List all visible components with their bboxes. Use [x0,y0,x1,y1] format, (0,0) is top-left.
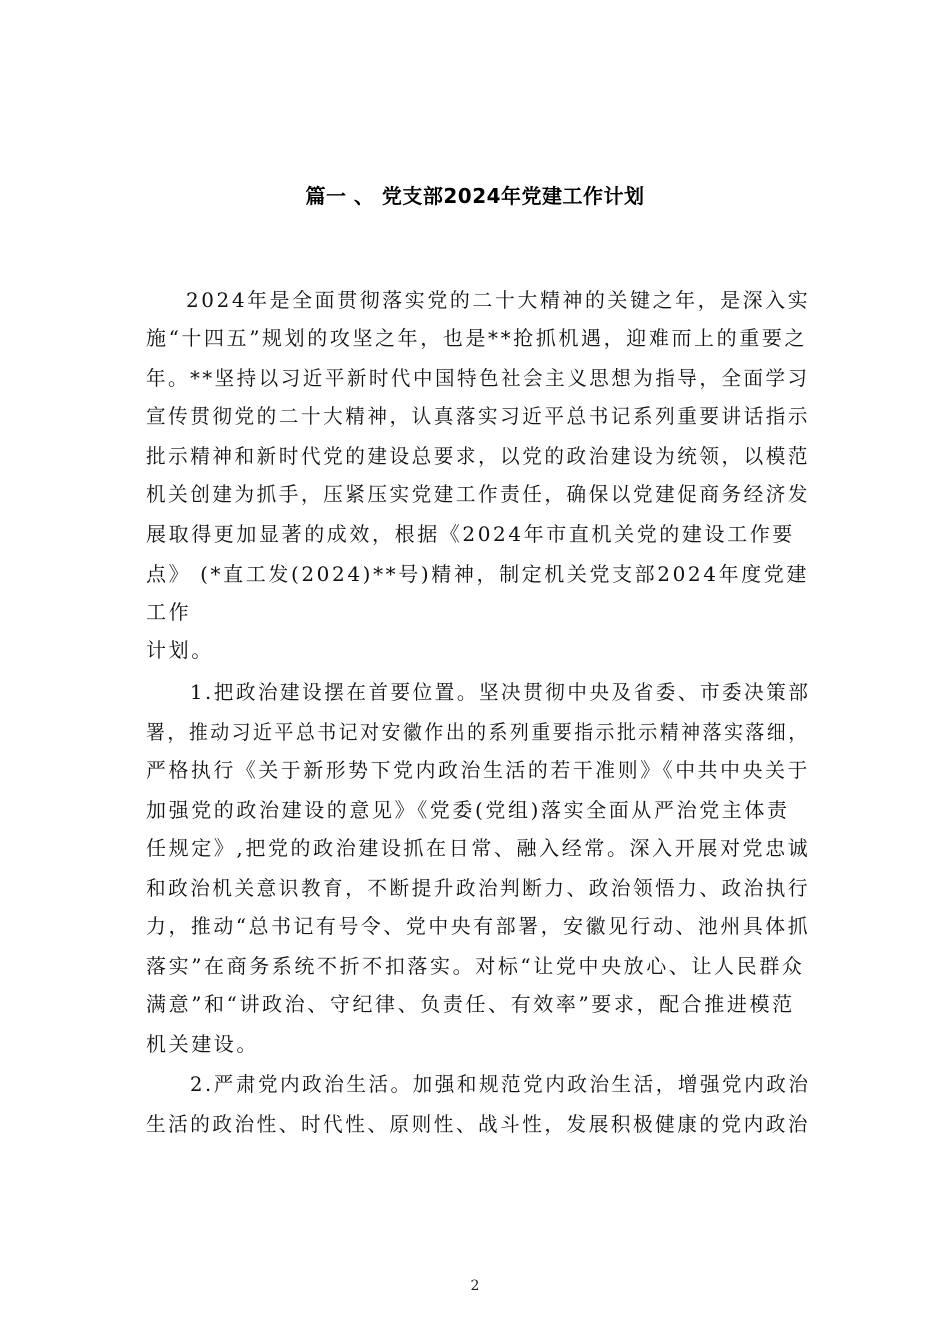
page-number: 2 [470,1278,480,1294]
paragraph-line: 工作 [146,600,192,624]
paragraph-line: 点》 (*直工发(2024)**号)精神，制定机关党支部2024年度党建 [146,562,809,586]
paragraph-line: 加强党的政治建设的意见》《党委(党组)落实全面从严治党主体责 [146,798,790,822]
paragraph-line: 力，推动“总书记有号令、党中央有部署，安徽见行动、池州具体抓 [146,914,811,938]
page-title: 篇一 、 党支部2024年党建工作计划 [305,184,645,208]
paragraph-line: 1.把政治建设摆在首要位置。坚决贯彻中央及省委、市委决策部 [190,680,811,704]
paragraph-line: 批示精神和新时代党的建设总要求，以党的政治建设为统领，以模范 [146,444,811,468]
paragraph-line: 年。**坚持以习近平新时代中国特色社会主义思想为指导，全面学习 [146,366,810,390]
paragraph-line: 任规定》,把党的政治建设抓在日常、融入经常。深入开展对党忠诚 [146,836,811,860]
paragraph-line: 机关建设。 [146,1032,259,1056]
paragraph-line: 施“十四五”规划的攻坚之年，也是**抢抓机遇，迎难而上的重要之 [146,326,808,350]
paragraph-line: 2024年是全面贯彻落实党的二十大精神的关键之年，是深入实 [186,288,811,312]
paragraph-line: 生活的政治性、时代性、原则性、战斗性，发展积极健康的党内政治 [146,1112,811,1136]
paragraph-line: 落实”在商务系统不折不扣落实。对标“让党中央放心、让人民群众 [146,954,805,978]
paragraph-line: 2.严肃党内政治生活。加强和规范党内政治生活，增强党内政治 [190,1072,811,1096]
paragraph-line: 署，推动习近平总书记对安徽作出的系列重要指示批示精神落实落细， [146,720,810,744]
paragraph-line: 和政治机关意识教育，不断提升政治判断力、政治领悟力、政治执行 [146,876,811,900]
paragraph-line: 计划。 [146,638,214,662]
paragraph-line: 宣传贯彻党的二十大精神，认真落实习近平总书记系列重要讲话指示 [146,404,811,428]
paragraph-line: 严格执行《关于新形势下党内政治生活的若干准则》《中共中央关于 [146,758,810,782]
paragraph-line: 展取得更加显著的成效，根据《2024年市直机关党的建设工作要 [146,522,795,546]
paragraph-line: 满意”和“讲政治、守纪律、负责任、有效率”要求，配合推进模范 [146,992,795,1016]
paragraph-line: 机关创建为抓手，压紧压实党建工作责任，确保以党建促商务经济发 [146,482,811,506]
